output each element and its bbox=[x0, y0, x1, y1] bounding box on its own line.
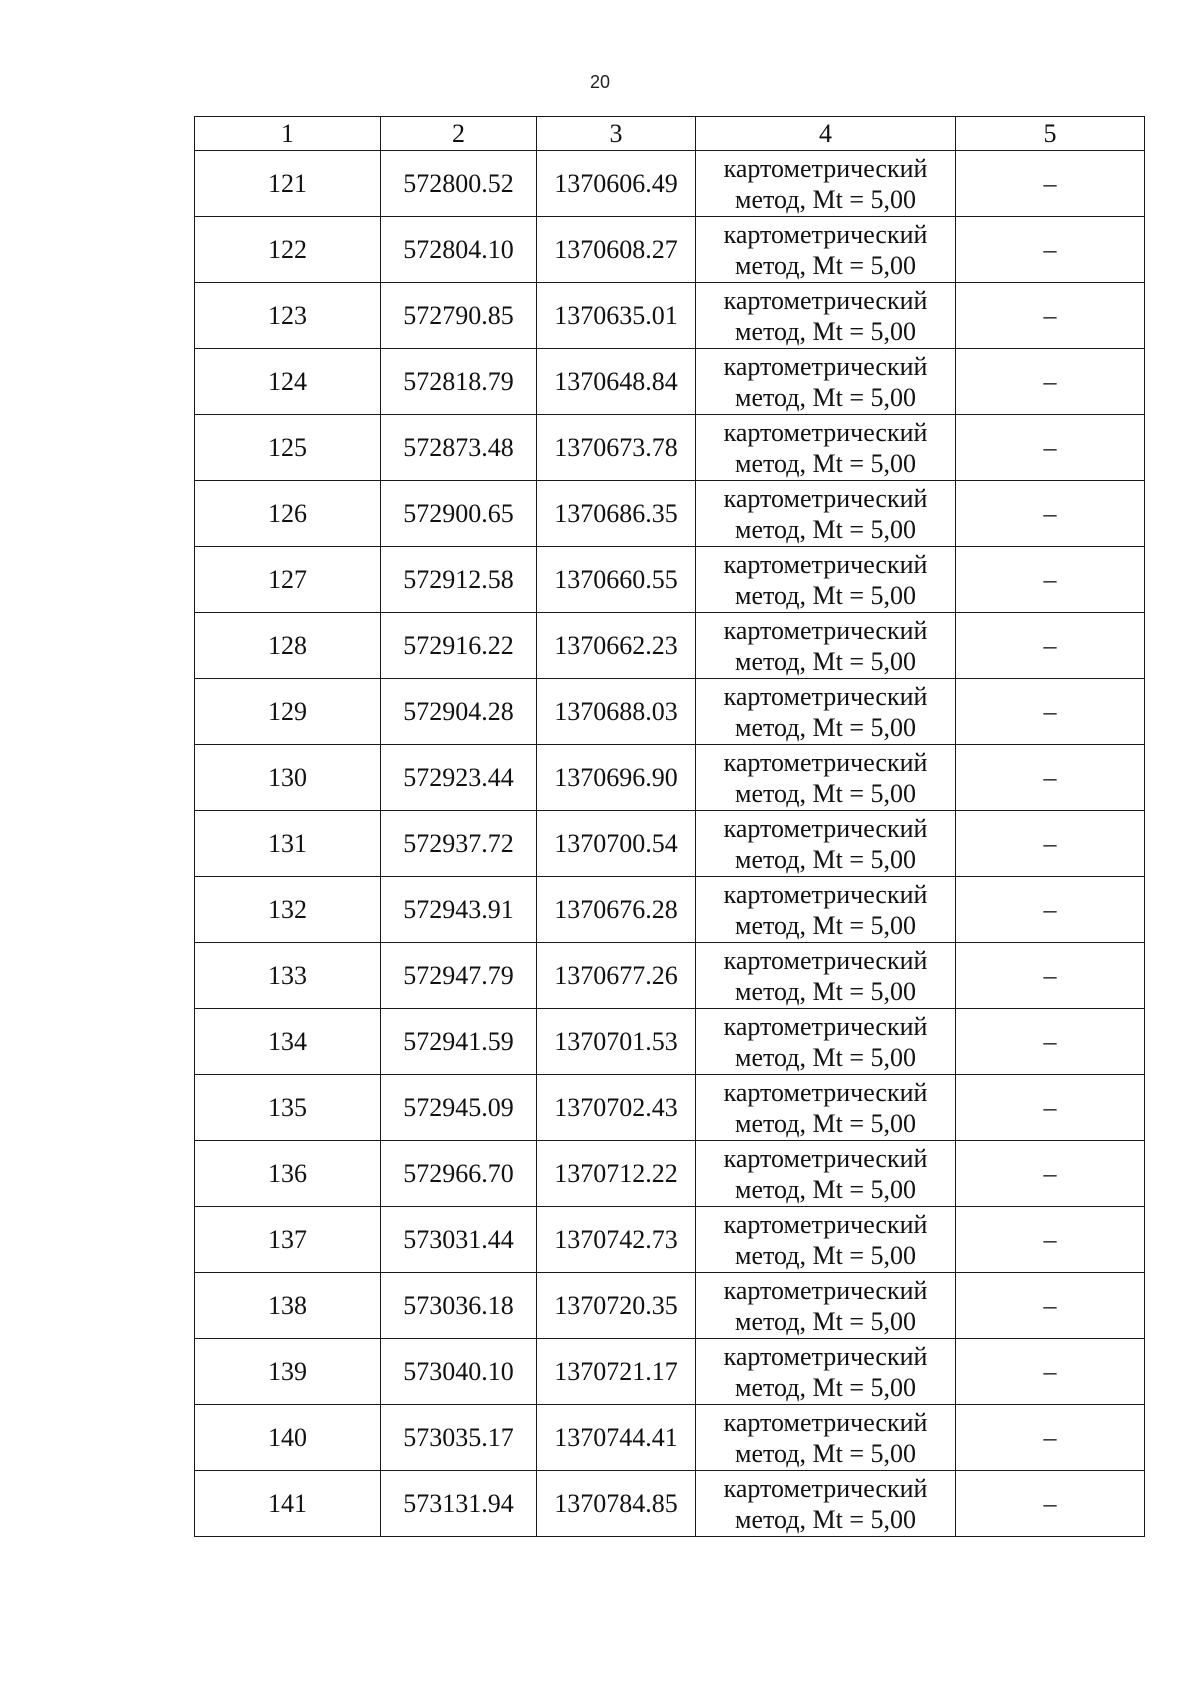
method-cell bbox=[696, 943, 956, 1009]
y-coordinate-cell: 1370712.22 bbox=[537, 1141, 696, 1207]
method-cell bbox=[696, 1339, 956, 1405]
x-coordinate-cell: 573040.10 bbox=[381, 1339, 537, 1405]
y-coordinate-cell: 1370662.23 bbox=[537, 613, 696, 679]
method-cell bbox=[696, 481, 956, 547]
y-coordinate-cell: 1370696.90 bbox=[537, 745, 696, 811]
description-cell: – bbox=[956, 811, 1145, 877]
x-coordinate-cell: 572904.28 bbox=[381, 679, 537, 745]
y-coordinate-cell: 1370606.49 bbox=[537, 151, 696, 217]
method-line-1: картометрический bbox=[723, 1275, 928, 1305]
y-coordinate-cell: 1370660.55 bbox=[537, 547, 696, 613]
method-line-1: картометрический bbox=[723, 351, 928, 381]
table-row bbox=[195, 877, 1145, 943]
coordinates-table bbox=[194, 116, 1145, 1537]
table-row bbox=[195, 481, 1145, 547]
x-coordinate-cell: 572937.72 bbox=[381, 811, 537, 877]
method-line-2: метод, Mt = 5,00 bbox=[735, 1372, 916, 1402]
table-row bbox=[195, 679, 1145, 745]
method-line-2: метод, Mt = 5,00 bbox=[735, 976, 916, 1006]
table-body bbox=[195, 151, 1145, 1537]
description-cell: – bbox=[956, 943, 1145, 1009]
column-header-1: 1 bbox=[195, 117, 381, 151]
method-line-2: метод, Mt = 5,00 bbox=[735, 712, 916, 742]
column-header-3: 3 bbox=[537, 117, 696, 151]
method-cell bbox=[696, 349, 956, 415]
method-line-2: метод, Mt = 5,00 bbox=[735, 1306, 916, 1336]
y-coordinate-cell: 1370702.43 bbox=[537, 1075, 696, 1141]
table-row bbox=[195, 1075, 1145, 1141]
method-cell bbox=[696, 613, 956, 679]
method-line-2: метод, Mt = 5,00 bbox=[735, 910, 916, 940]
x-coordinate-cell: 572916.22 bbox=[381, 613, 537, 679]
table-row bbox=[195, 811, 1145, 877]
x-coordinate-cell: 573131.94 bbox=[381, 1471, 537, 1537]
y-coordinate-cell: 1370784.85 bbox=[537, 1471, 696, 1537]
description-cell: – bbox=[956, 283, 1145, 349]
point-number-cell: 126 bbox=[195, 481, 381, 547]
method-cell bbox=[696, 415, 956, 481]
method-line-1: картометрический bbox=[723, 813, 928, 843]
x-coordinate-cell: 572941.59 bbox=[381, 1009, 537, 1075]
x-coordinate-cell: 572966.70 bbox=[381, 1141, 537, 1207]
y-coordinate-cell: 1370648.84 bbox=[537, 349, 696, 415]
y-coordinate-cell: 1370635.01 bbox=[537, 283, 696, 349]
method-cell bbox=[696, 1273, 956, 1339]
method-cell bbox=[696, 1075, 956, 1141]
point-number-cell: 136 bbox=[195, 1141, 381, 1207]
method-line-2: метод, Mt = 5,00 bbox=[735, 382, 916, 412]
point-number-cell: 129 bbox=[195, 679, 381, 745]
table-row bbox=[195, 217, 1145, 283]
description-cell: – bbox=[956, 547, 1145, 613]
method-line-2: метод, Mt = 5,00 bbox=[735, 448, 916, 478]
method-cell bbox=[696, 877, 956, 943]
point-number-cell: 135 bbox=[195, 1075, 381, 1141]
point-number-cell: 133 bbox=[195, 943, 381, 1009]
description-cell: – bbox=[956, 217, 1145, 283]
description-cell: – bbox=[956, 745, 1145, 811]
description-cell: – bbox=[956, 1009, 1145, 1075]
x-coordinate-cell: 572818.79 bbox=[381, 349, 537, 415]
point-number-cell: 134 bbox=[195, 1009, 381, 1075]
method-line-2: метод, Mt = 5,00 bbox=[735, 250, 916, 280]
method-line-2: метод, Mt = 5,00 bbox=[735, 316, 916, 346]
description-cell: – bbox=[956, 415, 1145, 481]
method-line-1: картометрический bbox=[723, 1077, 928, 1107]
method-cell bbox=[696, 217, 956, 283]
point-number-cell: 132 bbox=[195, 877, 381, 943]
description-cell: – bbox=[956, 1339, 1145, 1405]
y-coordinate-cell: 1370701.53 bbox=[537, 1009, 696, 1075]
y-coordinate-cell: 1370700.54 bbox=[537, 811, 696, 877]
table-row bbox=[195, 613, 1145, 679]
y-coordinate-cell: 1370676.28 bbox=[537, 877, 696, 943]
table-row bbox=[195, 1471, 1145, 1537]
point-number-cell: 131 bbox=[195, 811, 381, 877]
description-cell: – bbox=[956, 1405, 1145, 1471]
method-line-1: картометрический bbox=[723, 549, 928, 579]
method-line-2: метод, Mt = 5,00 bbox=[735, 1240, 916, 1270]
method-cell bbox=[696, 1207, 956, 1273]
method-line-1: картометрический bbox=[723, 615, 928, 645]
method-line-1: картометрический bbox=[723, 483, 928, 513]
table-row bbox=[195, 1207, 1145, 1273]
y-coordinate-cell: 1370673.78 bbox=[537, 415, 696, 481]
x-coordinate-cell: 572943.91 bbox=[381, 877, 537, 943]
column-header-2: 2 bbox=[381, 117, 537, 151]
method-line-1: картометрический bbox=[723, 945, 928, 975]
table-row bbox=[195, 547, 1145, 613]
y-coordinate-cell: 1370720.35 bbox=[537, 1273, 696, 1339]
y-coordinate-cell: 1370677.26 bbox=[537, 943, 696, 1009]
y-coordinate-cell: 1370742.73 bbox=[537, 1207, 696, 1273]
point-number-cell: 139 bbox=[195, 1339, 381, 1405]
x-coordinate-cell: 572804.10 bbox=[381, 217, 537, 283]
description-cell: – bbox=[956, 613, 1145, 679]
page-number: 20 bbox=[589, 72, 611, 92]
point-number-cell: 128 bbox=[195, 613, 381, 679]
method-line-1: картометрический bbox=[723, 747, 928, 777]
x-coordinate-cell: 572947.79 bbox=[381, 943, 537, 1009]
point-number-cell: 141 bbox=[195, 1471, 381, 1537]
method-line-1: картометрический bbox=[723, 1473, 928, 1503]
method-line-1: картометрический bbox=[723, 1209, 928, 1239]
x-coordinate-cell: 572900.65 bbox=[381, 481, 537, 547]
table-row bbox=[195, 1273, 1145, 1339]
method-cell bbox=[696, 745, 956, 811]
method-line-2: метод, Mt = 5,00 bbox=[735, 514, 916, 544]
description-cell: – bbox=[956, 481, 1145, 547]
method-line-1: картометрический bbox=[723, 219, 928, 249]
description-cell: – bbox=[956, 349, 1145, 415]
point-number-cell: 127 bbox=[195, 547, 381, 613]
method-line-2: метод, Mt = 5,00 bbox=[735, 1174, 916, 1204]
table-row bbox=[195, 943, 1145, 1009]
point-number-cell: 121 bbox=[195, 151, 381, 217]
method-line-2: метод, Mt = 5,00 bbox=[735, 1504, 916, 1534]
point-number-cell: 125 bbox=[195, 415, 381, 481]
method-cell bbox=[696, 547, 956, 613]
method-line-1: картометрический bbox=[723, 417, 928, 447]
column-header-4: 4 bbox=[696, 117, 956, 151]
method-cell bbox=[696, 151, 956, 217]
y-coordinate-cell: 1370608.27 bbox=[537, 217, 696, 283]
method-line-1: картометрический bbox=[723, 1011, 928, 1041]
description-cell: – bbox=[956, 151, 1145, 217]
method-cell bbox=[696, 1009, 956, 1075]
description-cell: – bbox=[956, 1207, 1145, 1273]
x-coordinate-cell: 572923.44 bbox=[381, 745, 537, 811]
table-row bbox=[195, 1339, 1145, 1405]
x-coordinate-cell: 572873.48 bbox=[381, 415, 537, 481]
method-cell bbox=[696, 679, 956, 745]
y-coordinate-cell: 1370686.35 bbox=[537, 481, 696, 547]
method-line-2: метод, Mt = 5,00 bbox=[735, 646, 916, 676]
y-coordinate-cell: 1370744.41 bbox=[537, 1405, 696, 1471]
table-row bbox=[195, 1405, 1145, 1471]
table-row bbox=[195, 415, 1145, 481]
description-cell: – bbox=[956, 877, 1145, 943]
method-line-1: картометрический bbox=[723, 285, 928, 315]
method-line-1: картометрический bbox=[723, 879, 928, 909]
table-header bbox=[195, 117, 1145, 151]
column-header-5: 5 bbox=[956, 117, 1145, 151]
x-coordinate-cell: 573036.18 bbox=[381, 1273, 537, 1339]
point-number-cell: 123 bbox=[195, 283, 381, 349]
method-line-1: картометрический bbox=[723, 153, 928, 183]
description-cell: – bbox=[956, 1471, 1145, 1537]
y-coordinate-cell: 1370688.03 bbox=[537, 679, 696, 745]
x-coordinate-cell: 572945.09 bbox=[381, 1075, 537, 1141]
table-row bbox=[195, 283, 1145, 349]
method-line-2: метод, Mt = 5,00 bbox=[735, 844, 916, 874]
point-number-cell: 122 bbox=[195, 217, 381, 283]
method-line-1: картометрический bbox=[723, 681, 928, 711]
method-line-1: картометрический bbox=[723, 1407, 928, 1437]
header-row bbox=[195, 117, 1145, 151]
method-line-2: метод, Mt = 5,00 bbox=[735, 1438, 916, 1468]
point-number-cell: 138 bbox=[195, 1273, 381, 1339]
x-coordinate-cell: 573035.17 bbox=[381, 1405, 537, 1471]
point-number-cell: 140 bbox=[195, 1405, 381, 1471]
method-cell bbox=[696, 1141, 956, 1207]
x-coordinate-cell: 573031.44 bbox=[381, 1207, 537, 1273]
description-cell: – bbox=[956, 1075, 1145, 1141]
point-number-cell: 130 bbox=[195, 745, 381, 811]
method-line-1: картометрический bbox=[723, 1341, 928, 1371]
method-line-2: метод, Mt = 5,00 bbox=[735, 1042, 916, 1072]
table-row bbox=[195, 151, 1145, 217]
method-cell bbox=[696, 811, 956, 877]
table-row bbox=[195, 1009, 1145, 1075]
method-cell bbox=[696, 1471, 956, 1537]
point-number-cell: 124 bbox=[195, 349, 381, 415]
description-cell: – bbox=[956, 679, 1145, 745]
method-cell bbox=[696, 1405, 956, 1471]
x-coordinate-cell: 572800.52 bbox=[381, 151, 537, 217]
method-line-1: картометрический bbox=[723, 1143, 928, 1173]
x-coordinate-cell: 572790.85 bbox=[381, 283, 537, 349]
method-cell bbox=[696, 283, 956, 349]
method-line-2: метод, Mt = 5,00 bbox=[735, 1108, 916, 1138]
table-row bbox=[195, 1141, 1145, 1207]
method-line-2: метод, Mt = 5,00 bbox=[735, 184, 916, 214]
description-cell: – bbox=[956, 1273, 1145, 1339]
table-row bbox=[195, 745, 1145, 811]
y-coordinate-cell: 1370721.17 bbox=[537, 1339, 696, 1405]
method-line-2: метод, Mt = 5,00 bbox=[735, 580, 916, 610]
method-line-2: метод, Mt = 5,00 bbox=[735, 778, 916, 808]
description-cell: – bbox=[956, 1141, 1145, 1207]
x-coordinate-cell: 572912.58 bbox=[381, 547, 537, 613]
point-number-cell: 137 bbox=[195, 1207, 381, 1273]
table-row bbox=[195, 349, 1145, 415]
